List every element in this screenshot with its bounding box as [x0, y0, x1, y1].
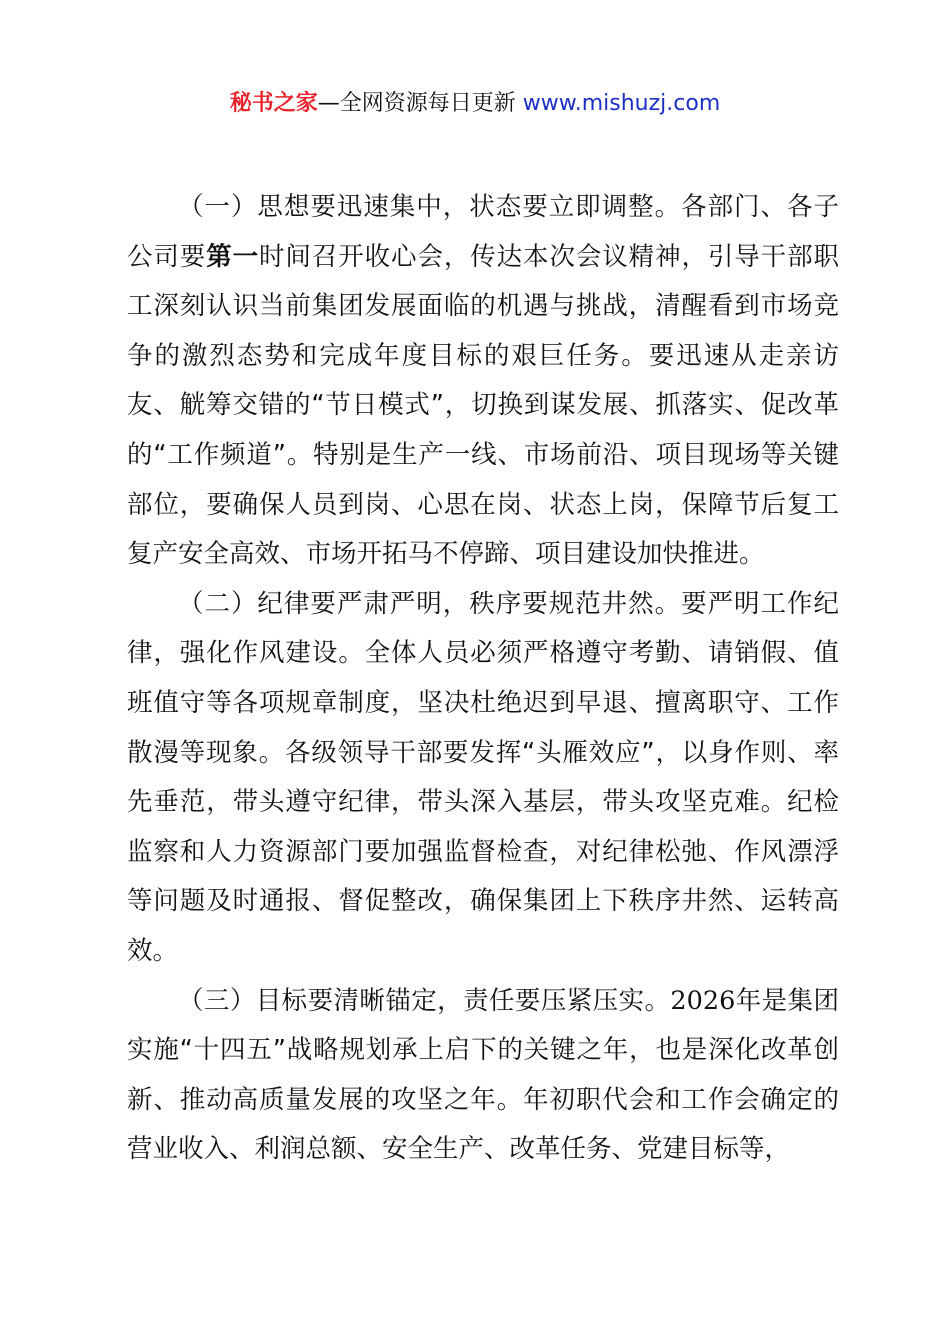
- paragraph-text: （二）纪律要严肃严明，秩序要规范井然。要严明工作纪律，强化作风建设。全体人员必须严格遵守考勤、请销假、值班值守等各项规章制度，坚决杜绝迟到早退、擅离职守、工作散漫等现象。各级领导干部要发挥“头雁效应”，以身作则、率先垂范，带头遵守纪律，带头深入基层，带头攻坚克难。纪检监察和人力资源部门要加强监督检查，对纪律松弛、作风漂浮等问题及时通报、督促整改，确保集团上下秩序井然、运转高效。: [127, 588, 839, 966]
- paragraph-2: [127, 580, 839, 977]
- document-body: [127, 183, 839, 1175]
- paragraph-text: 年是集团实施“十四五”战略规划承上启下的关键之年，也是深化改革创新、推动高质量发展的攻坚之年。年初职代会和工作会确定的营业收入、利润总额、安全生产、改革任务、党建目标等，: [127, 985, 839, 1165]
- header-brand: 秘书之家: [229, 91, 318, 116]
- header-url-link[interactable]: www.mishuzj.com: [522, 91, 721, 116]
- paragraph-text: （三）目标要清晰锚定，责任要压紧压实。: [178, 985, 671, 1016]
- header-tagline: —全网资源每日更新: [317, 91, 523, 116]
- paragraph-text: （一）思想要迅速集中，状态要立即调整。各部门、各子公司要: [127, 192, 839, 272]
- document-header: [0, 88, 950, 120]
- emphasis-text: 第一: [206, 241, 260, 272]
- paragraph-3: [127, 977, 839, 1175]
- paragraph-text: 时间召开收心会，传达本次会议精神，引导干部职工深刻认识当前集团发展面临的机遇与挑战，清醒看到市场竞争的激烈态势和完成年度目标的艰巨任务。要迅速从走亲访友、觥筹交错的“节日模式”，切换到谋发展、抓落实、促改革的“工作频道”。特别是生产一线、市场前沿、项目现场等关键部位，要确保人员到岗、心思在岗、状态上岗，保障节后复工复产安全高效、市场开拓马不停蹄、项目建设加快推进。: [127, 241, 839, 570]
- paragraph-1: [127, 183, 839, 580]
- year-number: 2026: [670, 985, 736, 1016]
